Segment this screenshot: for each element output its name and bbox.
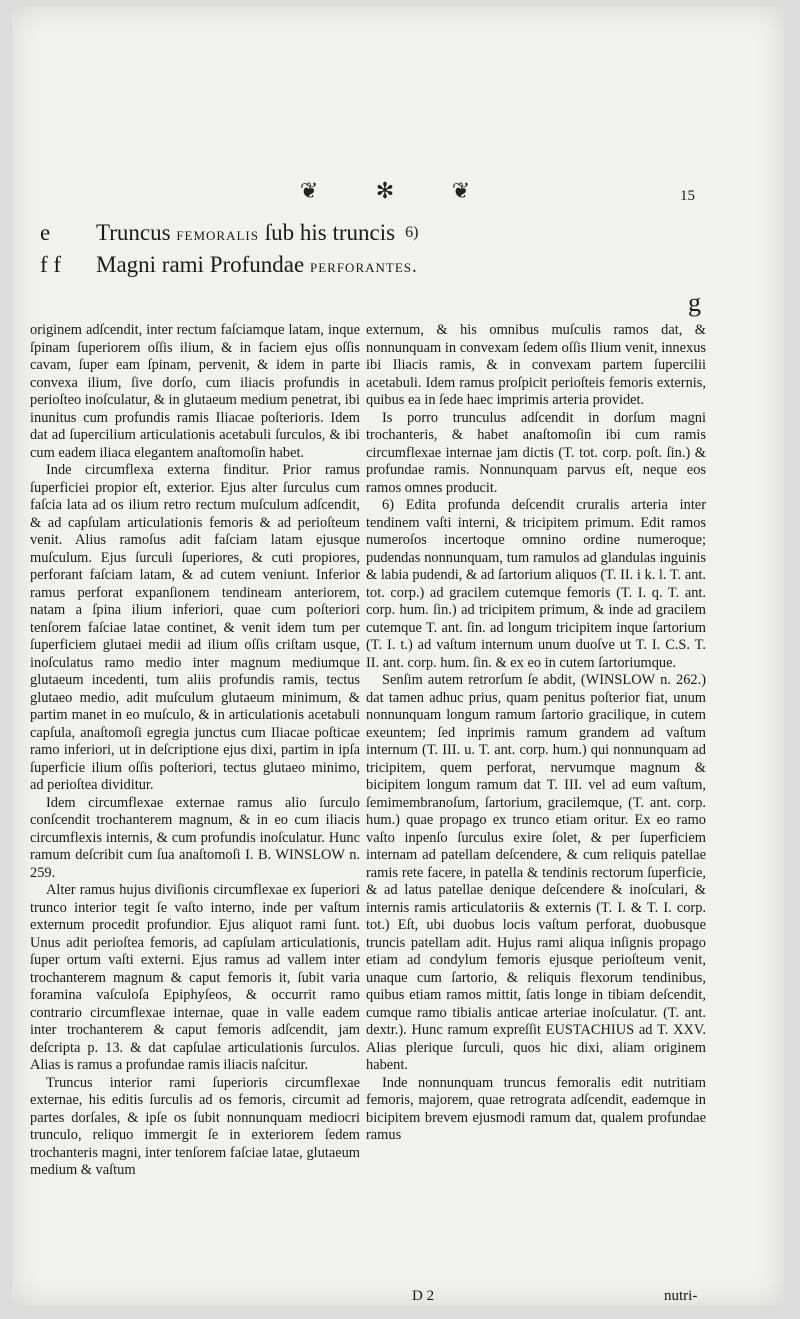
signature-mark: D 2 [412, 1288, 435, 1304]
left-column [30, 322, 360, 1180]
heading-smallcaps: femoralis [176, 224, 259, 245]
heading-text: Magni rami Profundae [96, 252, 310, 277]
paragraph: originem adſcendit, inter rectum faſciamque latam, inque ſpinam ſuperiorem oſſis ilium, & in faciem ejus oſſis cavam, ſuper eam ſpinam, pervenit, & idem in parte convexa ilium, ſive dorſo, cum iliacis profundis in perioſteo inoſculatur, & in glutaeum medium penetrat, ibi inunitus cum profundis ramis Iliacae poſterioris. Idem dat ad ſupercilium articulationis acetabuli ſurculos, & ibi cum eadem iliaca elegantem anaſtomoſin habet. [30, 322, 360, 461]
paragraph: Inde circumflexa externa finditur. Prior ramus ſuperficiei propior eſt, exterior. Ejus alter ſurculus cum faſcia lata ad os ilium retro rectum muſculum adſcendit, & ad capſulam articulationis femoris & ad perioſteum venit. Alius ramoſus adit faſciam latam ejusque muſculum. Ejus ſurculi ſuperiores, & cuti propiores, perforant faſciam latam, & ad cutem veniunt. Inferior ramus perforat expanſionem tendineam anteriorem, natam a ſpina ilium inferiori, quae cum poſteriori tenſorem faſciae latae continet, & venit idem tum per ſuperficiem glutaei medii ad ilium oſſis criſtam usque, inoſculatus ramo medio inter magnum mediumque glutaeum incedenti, tum aliis profundis ramis, tectus glutaeo medio, adit muſculum glutaeum minimum, & partim manet in eo muſculo, & in articulationis acetabuli capſula, anaſtomoſi egregia junctus cum Iliacae poſticae ramo inferiori, ut in deſcriptione ejus dixi, partim in ipſa ſuperficie ilium oſſis poſteriori, tectus glutaeo minimo, ad perioſtea dividitur. [30, 462, 360, 793]
right-column [366, 322, 706, 1145]
paragraph: Senſim autem retrorſum ſe abdit, (WINSLOW n. 262.) dat tamen adhuc prius, quam penitus poſterior fiat, unum nonnunquam longum ramum ſartorio gracilique, in cutem exeuntem; ſed inprimis ramum grandem ad vaſtum internum (T. III. u. T. ant. corp. hum.) qui nonnunquam ad tricipitem, quem perforat, nervumque magnum & bicipitem longum ramum dat T. III. vel ad eum vaſtum, ſemimembranoſum, ſartorium, gracilemque, (T. ant. corp. hum.) quae propago ex trunco etiam oritur. Ex eo ramo vaſto inpenſo ſurculus exire ſolet, & per ſuperficiem internam ad patellam deſcendere, & cum reliquis patellae ramis rete facere, in patella & tendinis rectorum ſuperficie, & ad latus patellae denique deſcendere & inoſculari, & internis ramis articulatoriis & externis (T. I. & T. I. corp. tot.) Eſt, ubi duobus locis vaſtum perforat, duobusque truncis patellam adit. Hujus rami aliqua inſignis propago etiam ad condylum femoris ejusque perioſteum venit, unaque cum ſartorio, & reliquis flexorum tendinibus, quibus etiam ramos mittit, ſatis longe in tibiam deſcendit, cumque ramo tibialis anticae arteriae inoſculatur. (T. ant. dextr.). Hunc ramum expreſſit EUSTACHIUS ad T. XXV. Alias plerique ſurculi, quos hic dixi, aliam originem habent. [366, 672, 706, 1073]
heading-text: ſub his truncis [259, 220, 396, 245]
paragraph: Inde nonnunquam truncus femoralis edit nutritiam femoris, majorem, quae retrograta adſcendit, eademque in bicipitem brevem ejusmodi ramum dat, qualem profundae ramus [366, 1074, 706, 1143]
catchword: nutri- [664, 1288, 698, 1304]
heading-line-1 [40, 218, 418, 250]
heading-line-2 [40, 250, 418, 282]
paragraph: Alter ramus hujus diviſionis circumflexae ex ſuperiori trunco interior tegit ſe vaſto interno, inde per vaſtum externum procedit profundior. Ejus aliquot rami ſunt. Unus adit perioſtea femoris, ad capſulam articulationis, ſuper ortum vaſti externi. Ejus ramus ad vallem inter trochanterem magnum & caput femoris it, ſubit varia foramina vaſculoſa Epiphyſeos, & occurrit ramo contrario circumflexae internae, quae in valle eadem inter trochanterem & caput femoris adſcendit, jam deſcripta p. 13. & dat capſulae articulationis ſurculos. Alias is ramus a profundae ramis iliacis naſcitur. [30, 882, 360, 1073]
footnote-ref: 6) [405, 224, 419, 241]
heading-smallcaps: perforantes. [309, 256, 418, 277]
paragraph: Is porro trunculus adſcendit in dorſum magni trochanteris, & habet anaſtomoſin ibi cum ramis circumflexae internae jam dictis (T. tot. corp. poſt. ſin.) & profundae ramis. Nonnunquam parvus eſt, neque eos ramos omnes producit. [366, 409, 706, 496]
page-number: 15 [680, 188, 695, 204]
marginal-letter: f f [40, 252, 62, 277]
paragraph: 6) Edita profunda deſcendit cruralis arteria inter tendinem vaſti interni, & tricipitem primum. Edit ramos numeroſos incertoque omnino ordine numeroque; pudendas nonnunquam, tum ramulos ad glandulas inguinis & labia pudendi, & ad ſartorium aliquos (T. II. i k. l. T. ant. tot. corp.) ad gracilem cutemque femoris (T. I. q. T. ant. corp. hum. ſin.) ad tricipitem primum, & inde ad gracilem cutemque T. ant. ſin. ad longum tricipitem inque ſartorium (T. I. t.) ad vaſtum internum unum duoſve ut T. I. C.S. T. II. ant. corp. hum. ſin. & ex eo in cutem ſartoriumque. [366, 497, 706, 671]
marginal-letter: e [40, 220, 51, 245]
marginal-letter-g: g [688, 288, 701, 317]
paragraph: externum, & his omnibus muſculis ramos dat, & nonnunquam in convexam ſedem oſſis Ilium venit, innexus ibi Iliacis ramis, & in convexam partem ſupercilii acetabuli. Idem ramus proſpicit perioſteis femoris externis, quibus ea in ſede haec imprimis arteria providet. [366, 322, 706, 408]
header-ornament: ❦ ✻ ❦ [299, 178, 497, 203]
heading-text: Truncus [96, 220, 177, 245]
paragraph: Truncus interior rami ſuperioris circumflexae externae, his editis ſurculis ad os femoris, circumit ad partes dorſales, & ipſe os ſubit nonnunquam mediocri trunculo, reliquo immergit ſe in exteriorem ſedem trochanteris magni, inter tenſorem faſciae latae, glutaeum medium & vaſtum [30, 1074, 360, 1178]
book-page [12, 6, 784, 1306]
paragraph: Idem circumflexae externae ramus alio ſurculo conſcendit trochanterem magnum, & in eo cum iliacis circumflexis internis, & cum profundis inoſculatur. Hunc ramum deſcribit cum ſua anaſtomoſi I. B. WINSLOW n. 259. [30, 794, 360, 881]
